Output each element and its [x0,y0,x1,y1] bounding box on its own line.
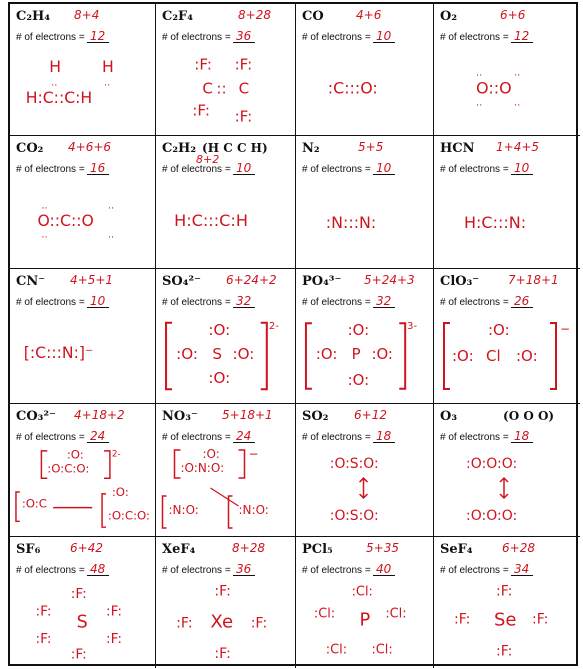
lewis-structure [438,581,576,664]
formula: N₂ [302,141,320,156]
structure-text: H:C:::N: [464,213,527,232]
cell-co2 [10,136,156,269]
valence-calc: 4+18+2 [74,408,125,422]
electron-label: # of electrons = [440,432,509,443]
svg-text::F:: :F: [105,603,123,620]
formula: C₂H₂ (H C C H) [162,141,268,156]
structure-drawing [160,180,291,264]
structure-text: [:C:::N:]⁻ [23,342,94,362]
svg-text:..: .. [514,67,521,79]
valence-calc: 6+12 [354,408,387,422]
svg-text::F:: :F: [532,611,549,628]
lewis-structure [438,48,576,131]
electron-count-row [440,430,533,443]
formula: SO₂ [302,409,329,424]
valence-calc: 8+28 [232,541,265,555]
svg-text:..: .. [107,229,115,241]
svg-text::O:: :O: [315,344,338,363]
electron-count-row [16,563,109,576]
svg-text:Cl: Cl [486,347,501,365]
svg-text::O:: :O: [347,321,370,340]
structure-drawing [300,448,429,532]
electron-count-row [16,430,109,443]
structure-hint: (H C C H) [202,141,268,155]
svg-text::F:: :F: [176,615,193,632]
svg-text::O:C:O:: :O:C:O: [107,508,151,523]
svg-text::O:: :O: [452,347,474,365]
svg-text::F:: :F: [496,643,513,660]
svg-text:P: P [351,344,361,363]
svg-text::O:: :O: [208,369,231,388]
lewis-structure-worksheet [8,2,578,666]
svg-text::O:: :O: [516,347,538,365]
cell-sef4 [434,537,580,668]
structure-drawing [300,48,429,131]
svg-text::Cl:: :Cl: [371,642,393,658]
formula: CO [302,9,324,24]
structure-text: :N:::N: [325,212,377,232]
electron-count: 12 [87,30,109,43]
formula: SF₆ [16,542,41,557]
electron-count-row [16,162,109,175]
svg-text:S: S [212,345,222,364]
charge: 3- [407,321,418,333]
valence-calc: 8+4 [74,8,100,22]
structure-drawing [14,180,151,264]
svg-text::F:: :F: [192,101,210,120]
electron-label: # of electrons = [440,297,509,308]
formula: SO₄²⁻ [162,274,201,289]
svg-text:Xe: Xe [210,611,234,633]
cell-c2h4 [10,4,156,136]
svg-text::F:: :F: [496,583,513,600]
svg-text:S: S [76,612,88,633]
valence-calc: 4+5+1 [70,273,114,287]
electron-count-row [302,162,395,175]
electron-label: # of electrons = [302,565,371,576]
electron-label: # of electrons = [162,432,231,443]
electron-count: 32 [373,295,395,308]
electron-label: # of electrons = [16,565,85,576]
svg-text::Cl:: :Cl: [385,606,407,622]
formula: SeF₄ [440,542,473,557]
electron-label: # of electrons = [16,297,85,308]
electron-count-row [16,295,109,308]
cell-co [296,4,434,136]
lewis-structure [438,180,576,264]
formula: ClO₃⁻ [440,274,480,289]
svg-text::N:O:: :N:O: [168,503,199,517]
structure-drawing [300,180,429,264]
cell-sf6 [10,537,156,668]
electron-label: # of electrons = [162,297,231,308]
svg-text::F:: :F: [35,631,52,648]
electron-count-row [302,295,395,308]
svg-text::F:: :F: [234,55,253,74]
cell-po4-ion [296,269,434,404]
cell-o3 [434,404,580,537]
structure-text: O::O [476,78,512,98]
formula: C₂H₄ [16,9,51,24]
structure-drawing [438,581,576,664]
electron-label: # of electrons = [16,432,85,443]
formula: NO₃⁻ [162,409,198,424]
svg-text::O:: :O: [202,448,220,461]
svg-text::O:S:O:: :O:S:O: [329,507,379,524]
valence-calc: 6+28 [502,541,535,555]
electron-count-row [162,563,255,576]
svg-text:..: .. [41,200,48,212]
electron-count-row [440,162,533,175]
electron-label: # of electrons = [162,32,231,43]
cell-so4-ion [156,269,296,404]
cell-n2 [296,136,434,269]
structure-drawing [14,48,151,131]
svg-text:..: .. [51,77,58,89]
electron-label: # of electrons = [162,565,231,576]
formula: PCl₅ [302,542,333,557]
svg-text::Cl:: :Cl: [313,606,336,622]
structure-drawing [438,48,576,131]
svg-text::O:: :O: [371,344,393,363]
electron-count: 18 [373,430,395,443]
valence-calc: 6+42 [70,541,103,555]
cell-o2 [434,4,580,136]
svg-text::O:C: :O:C [21,496,47,511]
lewis-structure [438,313,576,399]
electron-count: 36 [233,563,255,576]
electron-count: 26 [511,295,533,308]
svg-text:::: :: [216,79,227,98]
svg-text:..: .. [514,97,521,109]
svg-text:Se: Se [494,609,517,631]
structure-drawing [160,313,291,399]
valence-calc: 5+18+1 [222,408,273,422]
structure-drawing [438,448,576,532]
svg-text::F:: :F: [70,646,87,663]
svg-text:..: .. [476,97,483,109]
formula: O₃ (O O O) [440,409,555,424]
electron-count: 16 [87,162,109,175]
electron-count: 10 [233,162,255,175]
svg-text::F:: :F: [454,611,471,628]
cell-hcn [434,136,580,269]
svg-text::O:S:O:: :O:S:O: [329,456,379,473]
cell-pcl5 [296,537,434,668]
svg-text::O:N:O:: :O:N:O: [180,461,225,475]
electron-count-row [440,563,533,576]
svg-text::O:O:O:: :O:O:O: [466,456,518,472]
cell-c2f4 [156,4,296,136]
svg-text:P: P [359,609,371,631]
svg-text::Cl:: :Cl: [351,584,373,600]
electron-count: 34 [511,563,533,576]
electron-count-row [302,30,395,43]
svg-text::O:C:O:: :O:C:O: [47,461,90,476]
structure-text: :C:::O: [327,78,378,98]
structure-drawing [14,581,151,664]
lewis-structure [300,180,429,264]
structure-drawing [160,581,291,664]
electron-count-row [162,162,255,175]
formula: O₂ [440,9,458,24]
valence-calc: 7+18+1 [508,273,559,287]
electron-count: 36 [233,30,255,43]
svg-text::F:: :F: [250,615,268,632]
electron-count: 32 [233,295,255,308]
structure-text: H:C::C:H [25,88,93,108]
lewis-structure [300,313,429,399]
valence-calc: 5+35 [366,541,399,555]
structure-drawing [14,313,151,399]
electron-count: 10 [373,162,395,175]
formula: CO₃²⁻ [16,409,56,424]
valence-calc: 5+24+3 [364,273,415,287]
charge: − [560,322,571,336]
formula: PO₄³⁻ [302,274,342,289]
lewis-structure [160,581,291,664]
electron-count-row [440,30,533,43]
structure-text: O::C::O [37,210,94,230]
formula: CN⁻ [16,274,46,289]
svg-text:..: .. [107,200,115,212]
svg-text:H: H [102,56,114,76]
cell-co3-ion [10,404,156,537]
electron-label: # of electrons = [16,32,85,43]
lewis-structure [160,180,291,264]
charge: 2- [268,320,279,332]
structure-drawing [14,448,151,532]
charge: 2- [111,449,121,460]
valence-calc: 5+5 [358,140,384,154]
valence-calc: 6+24+2 [226,273,277,287]
electron-label: # of electrons = [302,297,371,308]
structure-drawing [160,448,291,532]
svg-text::F:: :F: [70,586,87,603]
lewis-structure [438,448,576,532]
electron-label: # of electrons = [302,32,371,43]
svg-text::O:: :O: [347,370,370,389]
svg-text::F:: :F: [214,583,231,600]
electron-count: 40 [373,563,395,576]
lewis-structure [14,581,151,664]
valence-calc: 4+6 [356,8,382,22]
structure-drawing [438,180,576,264]
electron-count-row [162,430,255,443]
svg-text::Cl:: :Cl: [325,642,348,658]
electron-count-row [302,563,395,576]
electron-label: # of electrons = [302,164,371,175]
electron-count: 10 [373,30,395,43]
svg-text:..: .. [104,77,111,89]
lewis-structure [160,48,291,131]
cell-xef4 [156,537,296,668]
electron-count: 18 [511,430,533,443]
electron-count: 10 [511,162,533,175]
svg-text::F:: :F: [214,645,231,662]
lewis-structure [160,313,291,399]
structure-text: H:C:::C:H [174,211,248,231]
electron-label: # of electrons = [16,164,85,175]
valence-calc: 6+6 [500,8,526,22]
svg-text:..: .. [476,67,483,79]
valence-calc: 8+28 [238,8,271,22]
electron-label: # of electrons = [440,32,509,43]
formula: C₂F₄ [162,9,193,24]
cell-cn-ion [10,269,156,404]
electron-label: # of electrons = [440,565,509,576]
structure-drawing [300,313,429,399]
lewis-structure [300,48,429,131]
svg-text::O:: :O: [66,448,84,462]
structure-hint: (O O O) [503,409,555,423]
svg-text::O:: :O: [111,484,129,499]
svg-text::O:: :O: [232,345,255,364]
cell-no3-ion [156,404,296,537]
formula: CO₂ [16,141,44,156]
svg-text:H: H [49,56,61,76]
lewis-structure [160,448,291,532]
svg-text:C: C [238,79,250,98]
electron-count-row [302,430,395,443]
electron-count: 24 [87,430,109,443]
svg-text:C: C [202,79,213,98]
valence-calc: 1+4+5 [496,140,540,154]
svg-text::O:O:O:: :O:O:O: [466,508,518,524]
svg-text::O:: :O: [208,320,231,339]
svg-text::F:: :F: [105,631,123,648]
svg-text::F:: :F: [194,55,212,74]
structure-drawing [160,48,291,131]
cell-c2h2 [156,136,296,269]
lewis-structure [300,448,429,532]
lewis-structure [14,48,151,131]
electron-count: 48 [87,563,109,576]
charge: − [248,448,259,461]
electron-count: 24 [233,430,255,443]
electron-count-row [162,295,255,308]
lewis-structure [300,581,429,664]
structure-drawing [438,313,576,399]
lewis-structure [14,448,151,532]
electron-count-row [162,30,255,43]
electron-label: # of electrons = [440,164,509,175]
svg-text::O:: :O: [176,345,198,364]
svg-text::N:O:: :N:O: [238,503,269,517]
electron-count-row [16,30,109,43]
electron-label: # of electrons = [162,164,231,175]
svg-text::O:: :O: [488,321,510,339]
svg-text::F:: :F: [35,603,52,620]
cell-clo3-ion [434,269,580,404]
svg-text:..: .. [41,229,48,241]
cell-so2 [296,404,434,537]
formula: XeF₄ [162,542,196,557]
electron-count: 12 [511,30,533,43]
lewis-structure [14,180,151,264]
valence-calc: 8+2 [196,153,220,166]
valence-calc: 4+6+6 [68,140,112,154]
formula: HCN [440,141,475,156]
electron-count-row [440,295,533,308]
electron-label: # of electrons = [302,432,371,443]
lewis-structure [14,313,151,399]
electron-count: 10 [87,295,109,308]
svg-text::F:: :F: [234,107,253,126]
structure-drawing [300,581,429,664]
